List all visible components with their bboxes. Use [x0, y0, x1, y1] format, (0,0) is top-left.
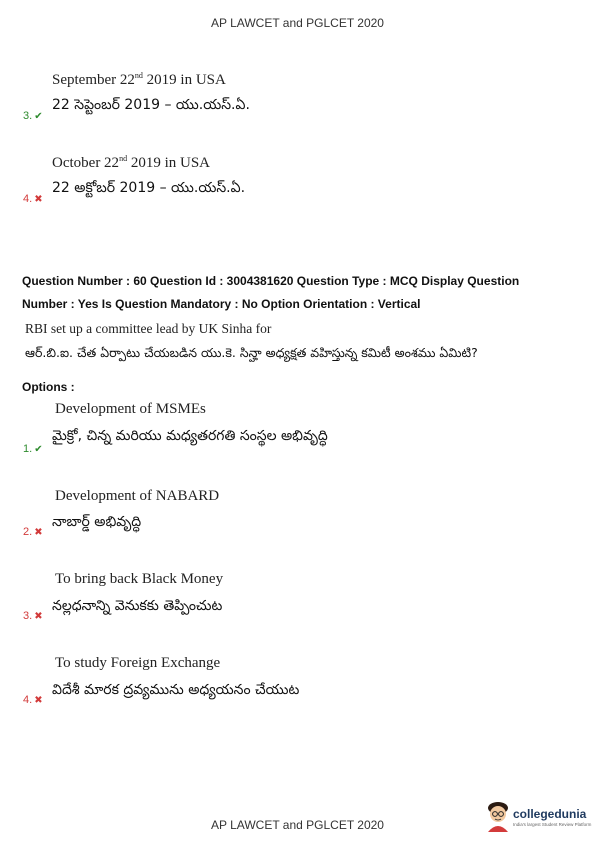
logo-tagline: India's largest Student Review Platform	[513, 822, 592, 827]
option-2-english: Development of NABARD	[55, 488, 220, 504]
option-3-telugu: నల్లధనాన్ని వెనుకకు తెప్పించుట	[52, 598, 223, 614]
option-4-number: 4. ✖	[23, 694, 43, 706]
prev-option-4-number: 4. ✖	[23, 193, 43, 205]
question-meta-line-1: Question Number : 60 Question Id : 3004381620 Question Type : MCQ Display Question	[22, 274, 520, 288]
logo-name: collegedunia	[513, 807, 587, 821]
question-meta-line-2: Number : Yes Is Question Mandatory : No Option Orientation : Vertical	[22, 297, 421, 311]
check-icon: ✔	[34, 111, 43, 122]
option-2-telugu: నాబార్డ్ అభివృద్ధి	[52, 514, 142, 530]
option-2-number: 2. ✖	[23, 526, 43, 538]
prev-option-4-english: October 22nd 2019 in USA	[52, 154, 210, 171]
cross-icon: ✖	[34, 527, 43, 538]
option-3-number: 3. ✖	[23, 610, 43, 622]
option-4-english: To study Foreign Exchange	[55, 655, 221, 671]
question-text-english: RBI set up a committee lead by UK Sinha for	[25, 321, 272, 336]
prev-option-3-english: September 22nd 2019 in USA	[52, 71, 226, 88]
page-header: AP LAWCET and PGLCET 2020	[211, 16, 384, 30]
option-1-telugu: మైక్రో, చిన్న మరియు మధ్యతరగతి సంస్థల అభివృద్ధి	[52, 428, 328, 444]
options-label: Options :	[22, 380, 75, 394]
option-4-telugu: విదేశీ మారక ద్రవ్యమును అధ్యయనం చేయుట	[52, 682, 300, 698]
page-footer: AP LAWCET and PGLCET 2020	[211, 818, 384, 832]
option-1-number: 1. ✔	[23, 443, 43, 455]
check-icon: ✔	[34, 444, 43, 455]
cross-icon: ✖	[34, 194, 43, 205]
prev-option-3-number: 3. ✔	[23, 110, 43, 122]
prev-option-3-telugu: 22 సెప్టెంబర్ 2019 – యు.యస్.ఏ.	[52, 97, 250, 113]
cross-icon: ✖	[34, 695, 43, 706]
question-text-telugu: ఆర్.బి.ఐ. చేత ఏర్పాటు చేయబడిన యు.కె. సిన్హా అధ్యక్షత వహిస్తున్న కమిటీ అంశము ఏమిటి?	[25, 345, 478, 360]
option-1-english: Development of MSMEs	[55, 401, 206, 417]
option-3-english: To bring back Black Money	[55, 571, 224, 587]
prev-option-4-telugu: 22 అక్టోబర్ 2019 – యు.యస్.ఏ.	[52, 180, 246, 196]
cross-icon: ✖	[34, 611, 43, 622]
